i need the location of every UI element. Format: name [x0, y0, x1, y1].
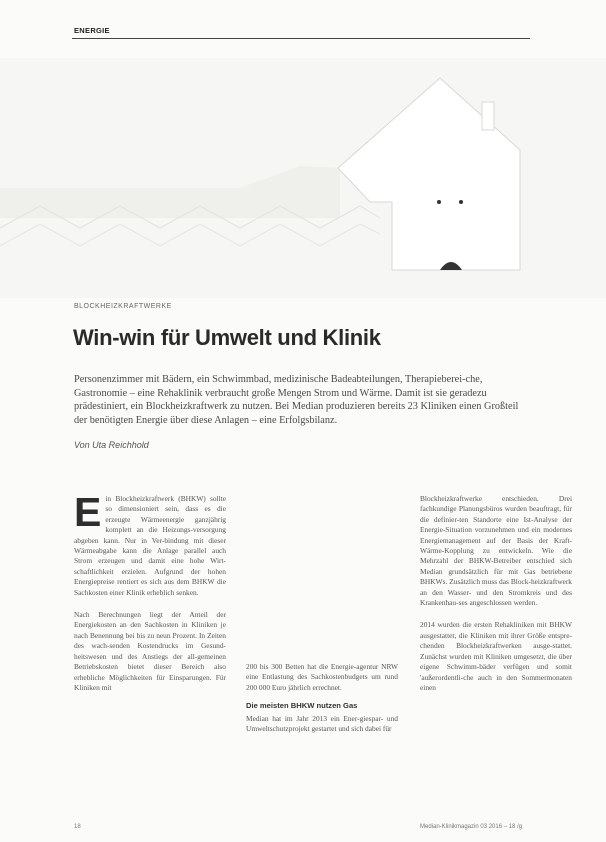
column-2-paragraph-1: 200 bis 300 Betten hat die Energie-agentur NRW eine Entlastung des Sachkostenbudgets um rund 200 000 Euro jährlich errechnet.: [246, 662, 398, 692]
article-kicker: BLOCKHEIZKRAFTWERKE: [74, 303, 172, 310]
page-number: 18: [74, 824, 81, 830]
section-label: ENERGIE: [74, 26, 110, 35]
hero-illustration: [0, 58, 606, 298]
column-2-subhead: Die meisten BHKW nutzen Gas: [246, 701, 358, 711]
column-1: [74, 489, 226, 693]
header-rule: [72, 38, 530, 39]
journal-info: Median-Klinikmagazin 03 2016 – 18 /g: [420, 824, 523, 830]
column-2: [246, 662, 398, 734]
column-3: [420, 494, 572, 693]
drop-cap: E: [74, 489, 102, 535]
column-3-paragraph-1: Blockheizkraftwerke entschieden. Drei fachkundige Planungsbüros wurden beauftragt, für die definier-ten Standorte eine Ist-Analyse der Energie-Situation vorzunehmen und ein modernes Energiemanagement auf der Basis der Kraft-Wärme-Kopplung zu entwickeln. Wie die Mehrzahl der BHKW-Betreiber entschied sich Median grundsätzlich für mit Gas betriebene BHKWs. Zusätzlich muss das Block-heizkraftwerk an den Wasser- und den Stromkreis und des Krankenhau-ses angeschlossen werden.: [420, 494, 572, 608]
article-headline: Win-win für Umwelt und Klinik: [73, 325, 381, 350]
column-3-paragraph-2: 2014 wurden die ersten Rehakliniken mit BHKW ausgestattet, die Kliniken mit ihrer Größe entspre-chenden Blockheizkraftwerken ausge-stattet. Zunächst wurden mit Kliniken umgesetzt, die über eigene Schwimm-bäder verfügen und somit 'außerordentli-che auch in den Sommermonaten einen: [420, 620, 572, 692]
column-1-paragraph-1: Ein Blockheizkraftwerk (BHKW) sollte so dimensioniert sein, dass es die erzeugte Wärmeenergie ganzjährig komplett an die Heizungs-versorgung abgeben kann. Nur in Ver-bindung mit dieser Wärmeabgabe kann die Anlage parallel auch Strom erzeugen und damit eine hohe Wirt-schaftlichkeit erzielen. Aufgrund der hohen Energiepreise rentiert es sich aus dem BHKW die Sachkosten einer Klinik erheblich senken.: [74, 489, 226, 597]
article-byline: Von Uta Reichhold: [74, 440, 149, 450]
column-1-paragraph-2: Nach Berechnungen liegt der Anteil der Energiekosten an den Sachkosten in Kliniken je nach Benennung bei bis zu neun Prozent. In Zeiten des wach-senden Kostendrucks im Gesund-heitswesen und des Anstiegs der all-gemeinen Betriebskosten bietet dieser Bereich also erhebliche Möglichkeiten für Einsparungen. Für Kliniken mit: [74, 610, 226, 692]
column-2-paragraph-2: Median hat im Jahr 2013 ein Ener-giespar- und Umweltschutzprojekt gestartet und sich dabei für: [246, 713, 398, 734]
article-lead: Personenzimmer mit Bädern, ein Schwimmbad, medizinische Badeabteilungen, Therapieberei-che, Gastronomie – eine Rehaklinik verbraucht große Mengen Strom und Wärme. Damit ist sie geradezu prädestiniert, ein Blockheizkraftwerk zu nutzen. Bei Median produzieren bereits 23 Kliniken einen Großteil der benötigten Energie über diese Anlagen – eine Erfolgsbilanz.: [74, 374, 519, 426]
